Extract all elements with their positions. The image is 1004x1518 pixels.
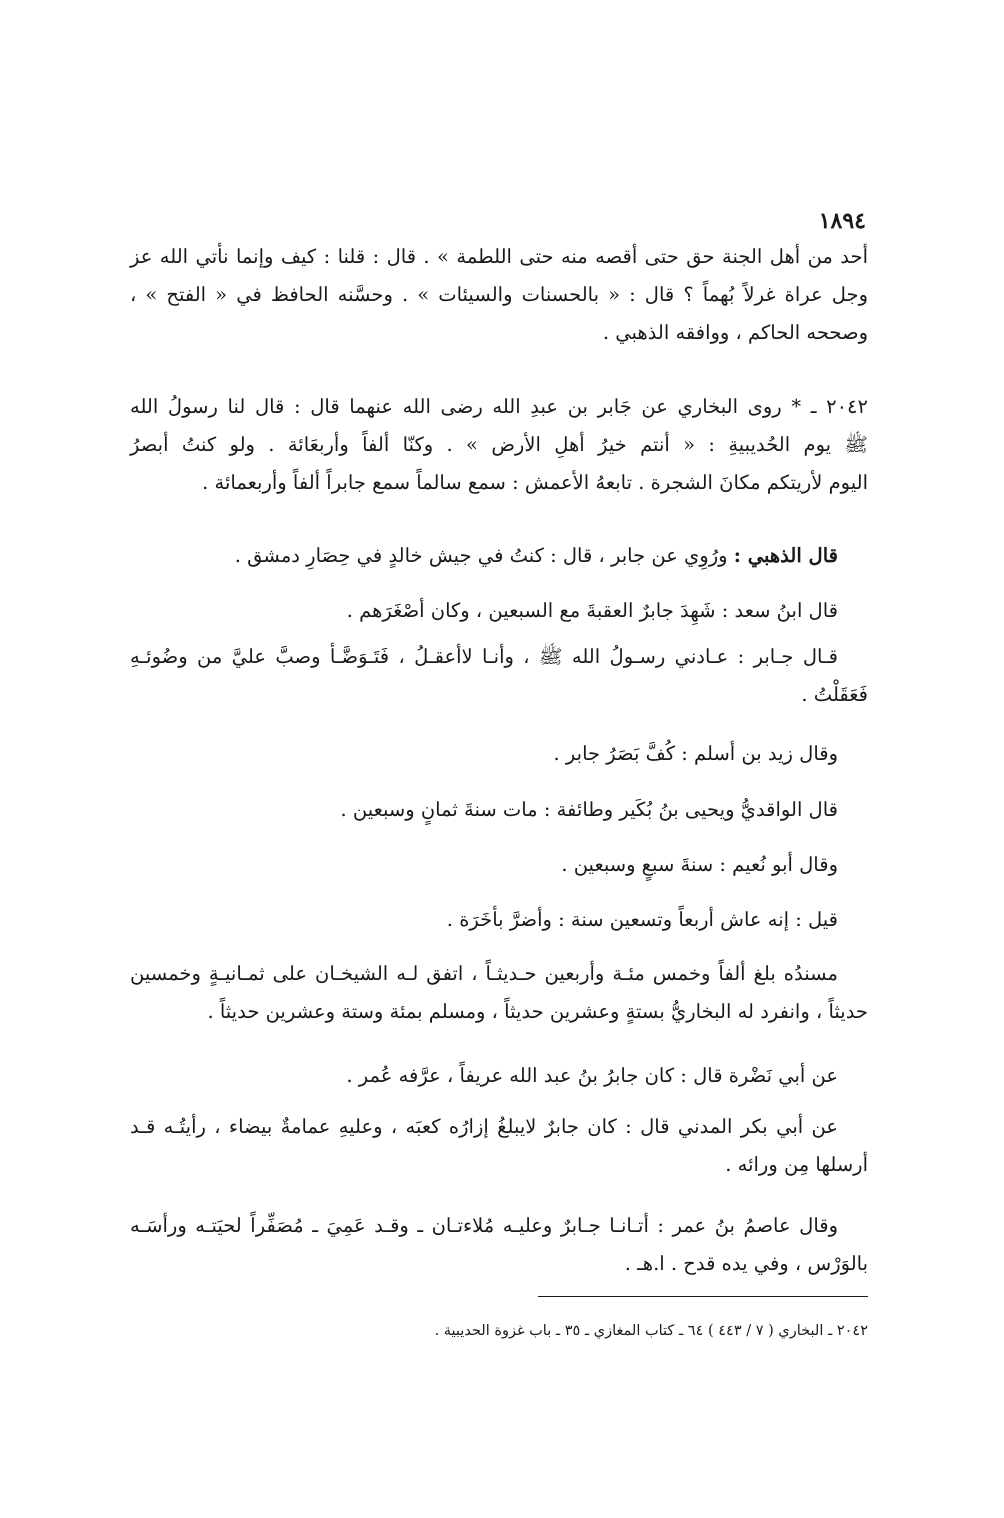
text-line: قـال جـابر : عـادني رسـولُ الله ﷺ ، وأنـا لاأعقـلُ ، فَتَـوَضَّـأ وصبَّ عليَّ من وضُوئـهِ <box>130 645 838 668</box>
footnote: ٢٠٤٢ ـ البخاري ( ٧ / ٤٤٣ ) ٦٤ ـ كتاب المغازي ـ ٣٥ ـ باب غزوة الحديبية . <box>434 1323 868 1339</box>
paragraph-waqidi <box>130 791 868 829</box>
paragraph-abu-nadra <box>130 1057 868 1095</box>
paragraph-ibn-saad <box>130 592 868 630</box>
text-line: قال الواقديُّ ويحيى بنُ بُكَير وطائفة : مات سنةَ ثمانٍ وسبعين . <box>340 798 838 821</box>
paragraph-hadith-2042 <box>130 388 868 502</box>
text-line: بالوَرْس ، وفي يده قدح . ا.هـ . <box>624 1252 868 1275</box>
paragraph-dhahabi <box>130 537 868 575</box>
footnote-divider <box>538 1296 868 1297</box>
paragraph-zayd <box>130 735 868 773</box>
text-line: وصححه الحاكم ، ووافقه الذهبي . <box>602 321 868 344</box>
text-line: قال ابنُ سعد : شَهِدَ جابرٌ العقبةَ مع السبعين ، وكان أصْغَرَهم . <box>346 599 838 622</box>
text-line: وقال أبو نُعيم : سنةَ سبعٍ وسبعين . <box>561 853 838 876</box>
text-line: عن أبي نَضْرة قال : كان جابرُ بنُ عبد الله عريفاً ، عرَّفه عُمر . <box>346 1064 838 1087</box>
paragraph-musnad <box>130 955 868 1031</box>
text-line <box>130 537 868 575</box>
text-line: وقال عاصمُ بنُ عمر : أتـانـا جـابرٌ وعليـه مُلاءتـان ـ وقـد عَمِيَ ـ مُصَفِّراً لحيَتـه ورأسَـه <box>130 1214 838 1237</box>
paragraph-age <box>130 901 868 939</box>
text-line: مسندُه بلغ ألفاً وخمس مئـة وأربعين حـديثـاً ، اتفق لـه الشيخـان على ثمـانيـةٍ وخمسين <box>130 962 838 985</box>
paragraph-hadith-continuation <box>130 238 868 352</box>
text-line: فَعَقَلْتُ . <box>801 683 868 706</box>
text-line: عن أبي بكر المدني قال : كان جابرٌ لايبلغُ إزارُه كعبَه ، وعليهِ عمامةٌ بيضاء ، رأيتُـه قـد <box>130 1115 838 1138</box>
text-line: حديثاً ، وانفرد له البخاريُّ بستةٍ وعشرين حديثاً ، ومسلم بمئة وستة وعشرين حديثاً . <box>207 1000 868 1023</box>
paragraph-abu-bakr <box>130 1108 868 1184</box>
paragraph-abu-nuaym <box>130 846 868 884</box>
text-line: قيل : إنه عاش أربعاً وتسعين سنة : وأضرَّ بأخَرَة . <box>446 908 838 931</box>
text-line: ﷺ يوم الحُديبيةِ : « أنتم خيرُ أهلِ الأرض » . وكنّا ألفاً وأربعَائة . ولو كنتُ أبصرُ <box>130 433 868 456</box>
text-span: ورُوِي عن جابر ، قال : كنتُ في جيش خالدٍ في حِصَارِ دمشق . <box>234 544 734 567</box>
text-line: وقال زيد بن أسلم : كُفَّ بَصَرُ جابر . <box>553 742 838 765</box>
paragraph-jabir-visit <box>130 638 868 714</box>
text-line: أحد من أهل الجنة حق حتى أقصه منه حتى اللطمة » . قال : قلنا : كيف وإنما نأتي الله عز <box>130 245 868 268</box>
paragraph-asim <box>130 1207 868 1283</box>
text-line: وجل عراة غرلاً بُهماً ؟ قال : « بالحسنات والسيئات » . وحسَّنه الحافظ في « الفتح » ، <box>130 283 868 306</box>
text-line: ٢٠٤٢ ـ * روى البخاري عن جَابر بن عبدِ الله رضى الله عنهما قال : قال لنا رسولُ الله <box>130 395 868 418</box>
paragraph-lead: قال الذهبي : <box>733 544 838 567</box>
page-number: ١٨٩٤ <box>818 208 866 234</box>
text-line: أرسلها مِن ورائه . <box>725 1153 868 1176</box>
text-line: اليوم لأريتكم مكانَ الشجرة . تابعهُ الأعمش : سمع سالماً سمع جابراً ألفاً وأربعمائة . <box>202 471 868 494</box>
